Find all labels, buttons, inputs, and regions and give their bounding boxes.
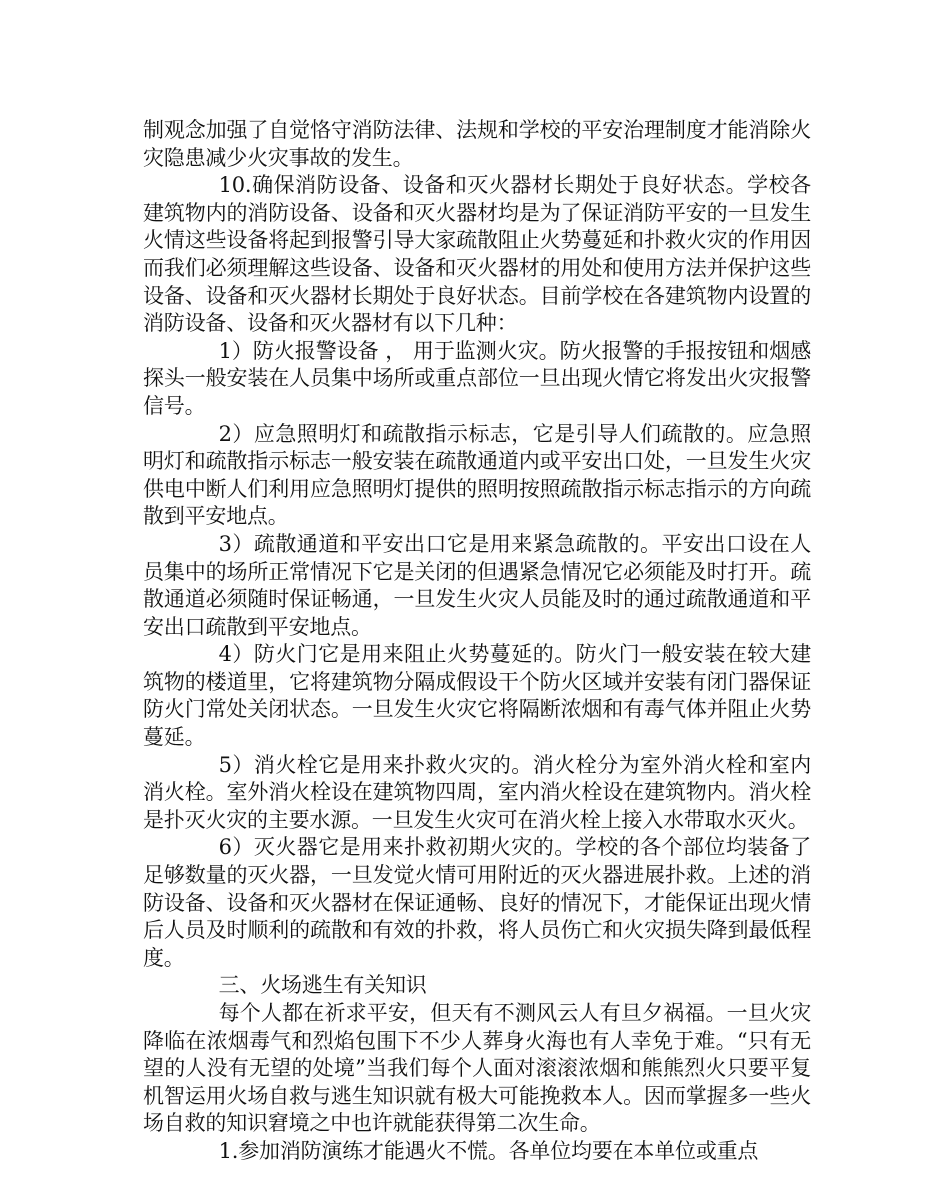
paragraph-fire-alarm: 1）防火报警设备 ， 用于监测火灾。防火报警的手报按钮和烟感探头一般安装在人员集中场所或重点部位一旦出现火情它将发出火灾报警信号。: [143, 338, 811, 418]
paragraph-continuation: 制观念加强了自觉恪守消防法律、法规和学校的平安治理制度才能消除火灾隐患减少火灾事故的发生。: [143, 118, 811, 170]
paragraph-hydrants: 5）消火栓它是用来扑救火灾的。消火栓分为室外消火栓和室内消火栓。室外消火栓设在建筑物四周，室内消火栓设在建筑物内。消火栓是扑灭火灾的主要水源。一旦发生火灾可在消火栓上接入水带取水灭火。: [143, 752, 811, 832]
paragraph-extinguishers: 6）灭火器它是用来扑救初期火灾的。学校的各个部位均装备了足够数量的灭火器，一旦发觉火情可用附近的灭火器进展扑救。上述的消防设备、设备和灭火器材在保证通畅、良好的情况下，才能保证出现火情后人员及时顺利的疏散和有效的扑救，将人员伤亡和火灾损失降到最低程度。: [143, 835, 811, 970]
paragraph-emergency-lighting: 2）应急照明灯和疏散指示标志，它是引导人们疏散的。应急照明灯和疏散指示标志一般安装在疏散通道内或平安出口处，一旦发生火灾供电中断人们利用应急照明灯提供的照明按照疏散指示标志指示的方向疏散到平安地点。: [143, 421, 811, 529]
document-body: [143, 117, 811, 1166]
paragraph-item-10: 10.确保消防设备、设备和灭火器材长期处于良好状态。学校各建筑物内的消防设备、设备和灭火器材均是为了保证消防平安的一旦发生火情这些设备将起到报警引导大家疏散阻止火势蔓延和扑救火灾的作用因而我们必须理解这些设备、设备和灭火器材的用处和使用方法并保护这些设备、设备和灭火器材长期处于良好状态。目前学校在各建筑物内设置的消防设备、设备和灭火器材有以下几种：: [143, 173, 811, 336]
paragraph-fire-doors: 4）防火门它是用来阻止火势蔓延的。防火门一般安装在较大建筑物的楼道里，它将建筑物分隔成假设干个防火区域并安装有闭门器保证防火门常处关闭状态。一旦发生火灾它将隔断浓烟和有毒气体并阻止火势蔓延。: [143, 642, 811, 750]
paragraph-escape-intro: 每个人都在祈求平安，但天有不测风云人有旦夕祸福。一旦火灾降临在浓烟毒气和烈焰包围下不少人葬身火海也有人幸免于难。“只有无望的人没有无望的处境”当我们每个人面对滚滚浓烟和熊熊烈火只要平复机智运用火场自救与逃生知识就有极大可能挽救本人。因而掌握多一些火场自救的知识窘境之中也许就能获得第二次生命。: [143, 1001, 811, 1136]
paragraph-item-1: 1.参加消防演练才能遇火不慌。各单位均要在本单位或重点: [218, 1138, 759, 1163]
section-heading: 三、火场逃生有关知识: [218, 973, 427, 998]
paragraph-evacuation-exits: 3）疏散通道和平安出口它是用来紧急疏散的。平安出口设在人员集中的场所正常情况下它是关闭的但遇紧急情况它必须能及时打开。疏散通道必须随时保证畅通，一旦发生火灾人员能及时的通过疏散通道和平安出口疏散到平安地点。: [143, 531, 811, 639]
